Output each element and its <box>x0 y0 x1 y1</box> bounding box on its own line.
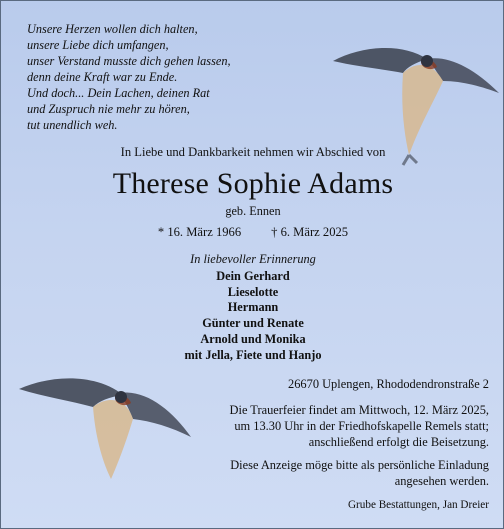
swallow-icon <box>15 365 197 485</box>
birth-date: * 16. März 1966 <box>157 225 242 239</box>
poem-line: und Zuspruch nie mehr zu hören, <box>27 102 190 116</box>
mourner: Dein Gerhard <box>216 269 290 283</box>
birth-name: geb. Ennen <box>225 204 281 218</box>
poem-line: unsere Liebe dich umfangen, <box>27 38 169 52</box>
poem-line: Und doch... Dein Lachen, deinen Rat <box>27 86 210 100</box>
death-date: † 6. März 2025 <box>271 225 349 239</box>
address: 26670 Uplengen, Rhododendronstraße 2 <box>288 377 489 391</box>
poem-line: Unsere Herzen wollen dich halten, <box>27 22 198 36</box>
mourner: Lieselotte <box>227 284 279 299</box>
deceased-name: Therese Sophie Adams <box>112 167 394 200</box>
invitation-note <box>230 458 489 490</box>
mourner: mit Jella, Fiete und Hanjo <box>184 347 322 362</box>
service-line: um 13.30 Uhr in der Friedhofskapelle Remels statt; <box>234 418 489 433</box>
note-line: angesehen werden. <box>394 473 489 488</box>
mourners-list <box>1 269 504 363</box>
life-dates <box>1 225 504 240</box>
poem-line: denn deine Kraft war zu Ende. <box>27 70 178 84</box>
mourner: Arnold und Monika <box>200 331 306 346</box>
service-line: anschließend erfolgt die Beisetzung. <box>308 434 489 449</box>
mourner: Günter und Renate <box>202 316 304 331</box>
note-line: Diese Anzeige möge bitte als persönliche Einladung <box>230 458 489 472</box>
service-info <box>230 403 489 450</box>
poem <box>27 21 231 133</box>
memory-line: In liebevoller Erinnerung <box>190 252 316 266</box>
poem-line: unser Verstand musste dich gehen lassen, <box>27 54 231 68</box>
poem-line: tut unendlich weh. <box>27 118 118 132</box>
service-line: Die Trauerfeier findet am Mittwoch, 12. März 2025, <box>229 403 489 417</box>
farewell-intro: In Liebe und Dankbarkeit nehmen wir Abschied von <box>120 145 386 159</box>
mourner: Hermann <box>227 300 279 315</box>
undertaker: Grube Bestattungen, Jan Dreier <box>347 499 489 511</box>
